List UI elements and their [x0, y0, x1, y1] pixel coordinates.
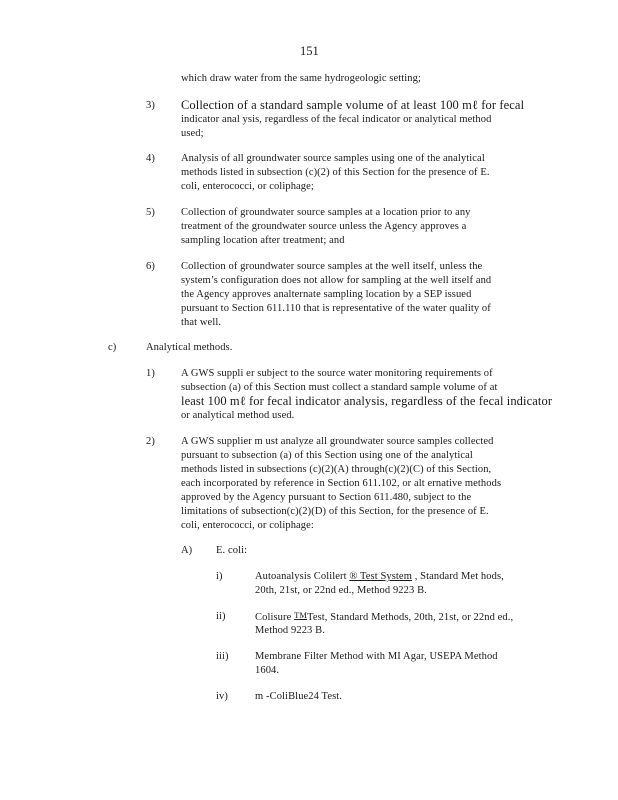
c-item-1-line-1: A GWS suppli er subject to the source water monitoring requirements of — [181, 368, 493, 379]
item-4-line-3: coli, enterococci, or coliphage; — [181, 181, 314, 192]
section-c-heading: Analytical methods. — [146, 342, 233, 353]
method-iii-line-2: 1604. — [255, 665, 280, 676]
c-item-1-line-3: least 100 mℓ for fecal indicator analysis, regardless of the fecal indicator — [181, 394, 553, 408]
c-item-marker-2: 2) — [146, 436, 155, 447]
item-marker-3: 3) — [146, 100, 155, 111]
item-3-line-2: indicator anal ysis, regardless of the fecal indicator or analytical method — [181, 114, 492, 125]
item-4-line-2: methods listed in subsection (c)(2) of this Section for the presence of E. — [181, 167, 490, 178]
item-marker-5: 5) — [146, 207, 155, 218]
item-3-line-1: Collection of a standard sample volume of at least 100 mℓ for fecal — [181, 98, 525, 112]
item-marker-4: 4) — [146, 153, 155, 164]
method-ii-line-2: Method 9223 B. — [255, 625, 325, 636]
c-item-marker-1: 1) — [146, 368, 155, 379]
c-item-1-line-2: subsection (a) of this Section must collect a standard sample volume of at — [181, 382, 498, 393]
method-i-underlined: ® Test System — [349, 571, 412, 582]
item-5-line-1: Collection of groundwater source samples at a location prior to any — [181, 207, 471, 218]
item-5-line-3: sampling location after treatment; and — [181, 235, 345, 246]
item-6-line-1: Collection of groundwater source samples at the well itself, unless the — [181, 261, 483, 272]
method-marker-iv: iv) — [216, 691, 228, 702]
method-marker-iii: iii) — [216, 651, 229, 662]
section-c-marker: c) — [108, 342, 117, 353]
c-item-2-line-4: each incorporated by reference in Section 611.102, or alt ernative methods — [181, 478, 502, 489]
sub-a-marker: A) — [181, 545, 193, 556]
method-marker-i: i) — [216, 571, 223, 582]
method-i-text-b: , Standard Met hods, — [411, 571, 504, 582]
method-i-text-a: Autoanalysis Colilert — [255, 571, 350, 582]
item-6-line-3: the Agency approves analternate sampling location by a SEP issued — [181, 289, 472, 300]
intro-line: which draw water from the same hydrogeologic setting; — [181, 73, 422, 84]
c-item-2-line-2: pursuant to subsection (a) of this Section using one of the analytical — [181, 450, 473, 461]
method-ii-text-b: Test, Standard Methods, 20th, 21st, or 22nd ed., — [307, 612, 514, 623]
item-4-line-1: Analysis of all groundwater source samples using one of the analytical — [181, 153, 485, 164]
page-number: 151 — [300, 44, 319, 58]
c-item-2-line-5: approved by the Agency pursuant to Section 611.480, subject to the — [181, 492, 472, 503]
method-ii-underlined: TM — [294, 610, 308, 620]
item-marker-6: 6) — [146, 261, 155, 272]
c-item-2-line-3: methods listed in subsections (c)(2)(A) through(c)(2)(C) of this Section, — [181, 464, 492, 475]
method-ii-text-a: Colisure — [255, 612, 295, 623]
method-marker-ii: ii) — [216, 611, 226, 622]
sub-a-heading: E. coli: — [216, 545, 248, 556]
item-5-line-2: treatment of the groundwater source unless the Agency approves a — [181, 221, 467, 232]
c-item-2-line-6: limitations of subsection(c)(2)(D) of this Section, for the presence of E. — [181, 506, 489, 517]
method-iv-line-1: m -ColiBlue24 Test. — [255, 691, 343, 702]
method-ii-line-1 — [255, 610, 513, 625]
item-3-line-3: used; — [181, 128, 204, 139]
item-6-line-4: pursuant to Section 611.110 that is representative of the water quality of — [181, 303, 491, 314]
item-6-line-2: system’s configuration does not allow for sampling at the well itself and — [181, 275, 492, 286]
method-i-line-2: 20th, 21st, or 22nd ed., Method 9223 B. — [255, 585, 427, 596]
method-i-line-1 — [255, 570, 504, 584]
item-6-line-5: that well. — [181, 317, 222, 328]
c-item-1-line-4: or analytical method used. — [181, 410, 295, 421]
c-item-2-line-1: A GWS supplier m ust analyze all groundwater source samples collected — [181, 436, 494, 447]
method-iii-line-1: Membrane Filter Method with MI Agar, USEPA Method — [255, 651, 498, 662]
c-item-2-line-7: coli, enterococci, or coliphage: — [181, 520, 314, 531]
